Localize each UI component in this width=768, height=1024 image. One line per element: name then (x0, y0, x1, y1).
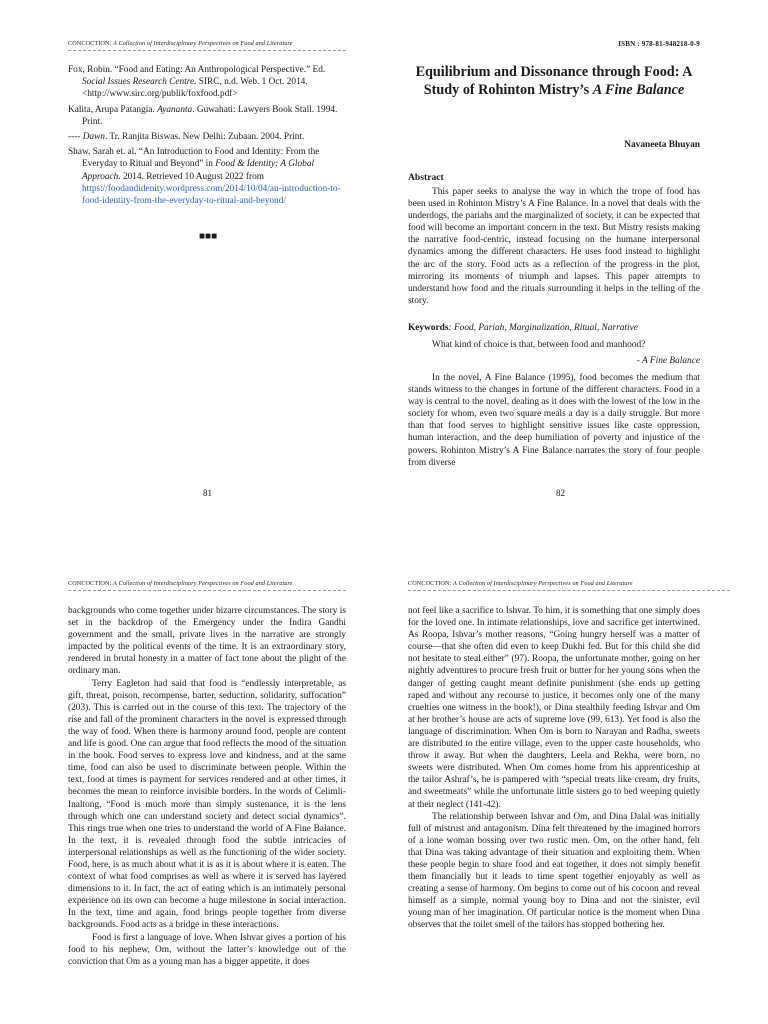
abstract-paragraph: This paper seeks to analyse the way in which the trope of food has been used in Rohinton Mistry’s A Fine Balance. In a novel that deals with the underdogs, the pariahs and the marginalized of society, it can be expected that food will become an important concern in the text. But Mistry resists making the narrative food-centric, instead focusing on the humane interpersonal dynamics among the different characters. He uses food instead to highlight the arc of the story. Food acts as a reflection of the progress in the plot, mirroring its moments of triumph and lapses. This paper attempts to understand how food and the rituals surrounding it helps in the telling of the story. (408, 187, 700, 306)
body-paragraph: Terry Eagleton had said that food is “endlessly interpretable, as gift, threat, poison, recompense, barter, seduction, solidarity, suffocation” (203). This is carried out in the course of this text. The trajectory of the rise and fall of the prominent characters in the novel is expressed through the way of food. When there is harmony around food, people are content and life is good. One can argue that food reflects the mood of the situation in the book. Food serves to express love and kindness, and at the same time, food can also be used to discriminate between people. Within the text, food at times is payment for services rendered and at other times, it becomes the mean to reinforce invisible borders. In the words of Celimli-Inaltong, “Food is much more than simply sustenance, it is the lens through which one can understand society and detect social dynamics”. This rings true when one tries to understand the world of A Fine Balance. In the text, it is revealed through food the subtle intricacies of interpersonal relationships as well as the functioning of the wider society. Food, here, is as much about what it is as it is about where it is eaten. The context of what food comprises as well as where it is served has layered dimensions to it. In fact, the act of eating which is an intimately personal experience on its own can become a huge milestone in social interaction. In the text, time and again, food brings people together from diverse backgrounds. Food acts as a bridge in these interactions. (68, 678, 346, 931)
page-number: 81 (203, 488, 212, 498)
body-paragraph: The relationship between Ishvar and Om, and Dina Dalal was initially full of mistrust and antagonism. Dina felt threatened by the imagined horrors of a lone woman bossing over two rustic men. Om, on the other hand, felt that Dina was taking advantage of their situation and exploiting them. When these people begin to share food and eat together, it does not simply benefit them financially but it leads to time spent together enjoyably as well as creating a sense of harmony. Om begins to come out of his cocoon and reveal himself as a simple, normal young boy to Dina and not the sinister, evil young man of her imagination. Of particular notice is the moment when Dina observes that the toilet smell of the tailors has stopped bothering her. (408, 811, 700, 931)
header-divider (408, 590, 730, 591)
page-81 (0, 0, 384, 512)
body-text (408, 372, 700, 469)
abstract-text (408, 186, 700, 307)
end-mark: ■■■ (199, 231, 218, 242)
page-82 (384, 0, 768, 512)
body-paragraph: Food is first a language of love. When Ishvar gives a portion of his food to his nephew, Om, without the latter’s knowledge out of the conviction that Om as a young man has a bigger appetite, it does (68, 932, 346, 967)
reference-entry: Shaw, Sarah et. al. “An Introduction to Food and Identity: From the Everyday to Ritual and Beyond” in Food & Identity: A Global Approach. 2014. Retrieved 10 August 2022 from https://foodandidenity.wordpress.com/2014/10/04/an-introduction-to-food-identity-from-the-everyday-to-ritual-and-beyond/ (68, 147, 341, 207)
author-name: Navaneeta Bhuyan (624, 140, 700, 150)
body-text (68, 605, 346, 968)
running-header: CONCOCTION: A Collection of Interdisciplinary Perspectives on Food and Literature (68, 580, 293, 587)
reference-entry: Fox, Robin. “Food and Eating: An Anthropological Perspective.” Ed. Social Issues Research Centre. SIRC, n.d. Web. 1 Oct. 2014. <http://www.sirc.org/publik/foxfood.pdf> (68, 65, 326, 100)
reference-link[interactable]: https://foodandidenity.wordpress.com/2014/10/04/an-introduction-to-food-identity-from-the-everyday-to-ritual-and-beyond/ (82, 183, 341, 207)
header-divider (68, 50, 346, 51)
epigraph-quote: What kind of choice is that, between food and manhood? (432, 340, 646, 350)
epigraph-source: - A Fine Balance (636, 356, 700, 366)
body-paragraph: In the novel, A Fine Balance (1995), food becomes the medium that stands witness to the changes in fortune of the different characters. Food in a way is central to the novel, dealing as it does with the lowest of the low in the society for whom, even two square meals a day is a daily struggle. But more than that food serves to highlight sensitive issues like caste oppression, human interaction, and the deep humiliation of poverty and injustice of the powers. Rohinton Mistry’s A Fine Balance narrates the story of four people from diverse (408, 373, 700, 468)
header-divider (68, 590, 346, 591)
reference-entry: ---- Dawn. Tr. Ranjita Biswas. New Delhi: Zubaan. 2004. Print. (68, 132, 305, 143)
references-list (68, 64, 346, 210)
running-header: CONCOCTION: A Collection of Interdisciplinary Perspectives on Food and Literature (408, 580, 633, 587)
body-paragraph: not feel like a sacrifice to Ishvar. To him, it is something that one simply does for the loved one. In intimate relationships, love and sacrifice get intertwined. As Roopa, Ishvar’s mother reasons, “Going hungry herself was a matter of course—that she often did even to keep Dukhi fed. But for this child she did not hesitate to steal either” (97). Roopa, the unfortunate mother, going on her nightly adventures to procure fresh fruit or butter for her young sons when the danger of getting caught meant definite punishment (she ends up getting raped and without any recourse to justice, it becomes only one of the many cruelties one witness in the book!), or Dina stealthily feeding Ishvar and Om at her brother’s house are acts of supreme love (99, 613). Yet food is also the language of discrimination. When Om is born to Narayan and Radha, sweets are distributed to the entire village, even to the upper caste households, who throw it away. But when the daughters, Leela and Rekha, were born, no sweets were distributed. When Om comes home from his apprenticeship at the tailor Ashraf’s, he is pampered with “special treats like cream, dry fruits, and sweetmeats” while the unfortunate little sisters go to bed weeping quietly at their neglect (141-42). (408, 606, 700, 810)
body-text (408, 605, 700, 932)
page-number: 82 (556, 488, 565, 498)
page-84 (384, 512, 768, 1024)
isbn: ISBN : 978-81-948218-0-9 (618, 40, 700, 48)
abstract-heading: Abstract (408, 172, 444, 183)
article-title: Equilibrium and Dissonance through Food: A Study of Rohinton Mistry’s A Fine Balance (415, 64, 693, 98)
running-header: CONCOCTION: A Collection of Interdisciplinary Perspectives on Food and Literature (68, 40, 293, 47)
keywords: Keywords: Food, Pariah, Marginalization, Ritual, Narrative (408, 323, 638, 333)
body-paragraph: backgrounds who come together under bizarre circumstances. The story is set in the backdrop of the Emergency under the Indira Gandhi government and the small, private lives in the narrative are strongly impacted by the political events of the time. It is an extraordinary story, rendered in brutal honesty in a matter of fact tone about the plight of the ordinary man. (68, 606, 346, 677)
page-83 (0, 512, 384, 1024)
reference-entry: Kalita, Arupa Patangia. Ayananta. Guwahati: Lawyers Book Stall. 1994. Print. (68, 104, 338, 127)
